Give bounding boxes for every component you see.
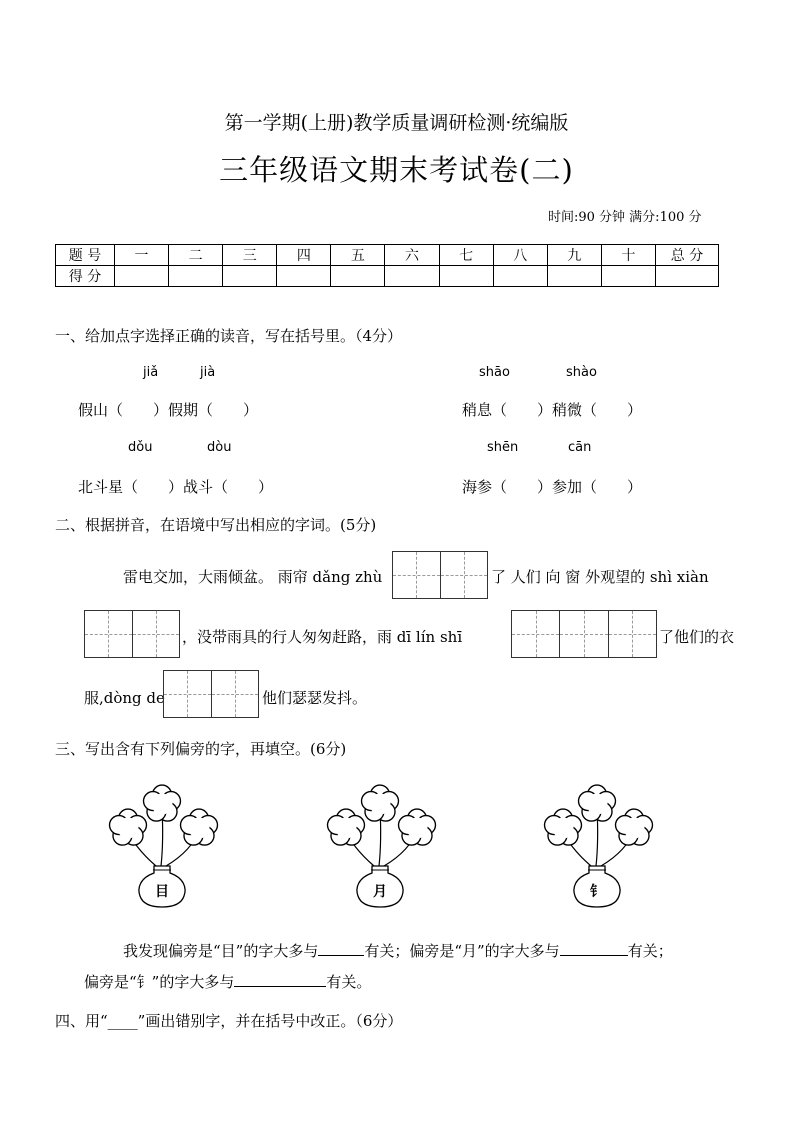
vase-mu — [110, 785, 218, 907]
q1-word-pair: 假山（ ）假期（ ） — [78, 401, 259, 419]
pinyin-label: jià — [200, 365, 216, 380]
table-cell: 七 — [439, 245, 493, 266]
vase-yue — [328, 785, 436, 907]
score-table-header-row — [56, 245, 719, 266]
q4-heading: 四、用“____”画出错别字，并在括号中改正。（6分） — [55, 1012, 403, 1030]
q2-text: ，没带雨具的行人匆匆赶路，雨 dī lín shī — [182, 628, 463, 646]
writing-grid[interactable] — [84, 610, 180, 658]
score-input-cell[interactable] — [601, 266, 655, 287]
score-input-cell[interactable] — [223, 266, 277, 287]
pinyin-label: shāo — [479, 365, 510, 380]
table-cell: 一 — [115, 245, 169, 266]
table-cell: 六 — [385, 245, 439, 266]
pinyin-label: cān — [568, 440, 592, 455]
answer-blank[interactable] — [560, 941, 628, 956]
q3-sentence-line1 — [123, 940, 673, 961]
q3-heading: 三、写出含有下列偏旁的字，再填空。(6分) — [55, 740, 347, 758]
score-input-cell[interactable] — [115, 266, 169, 287]
writing-grid[interactable] — [163, 670, 259, 718]
vase-label: 月 — [373, 884, 387, 900]
vase-jin — [545, 785, 653, 907]
table-cell: 总 分 — [656, 245, 719, 266]
table-cell: 十 — [601, 245, 655, 266]
time-info: 时间:90 分钟 满分:100 分 — [548, 210, 702, 225]
score-input-cell[interactable] — [331, 266, 385, 287]
exam-title: 三年级语文期末考试卷(二) — [219, 153, 574, 187]
q1-heading: 一、给加点字选择正确的读音，写在括号里。（4分） — [55, 327, 403, 345]
pinyin-label: shào — [566, 365, 597, 380]
table-cell: 五 — [331, 245, 385, 266]
q3-text: 有关； — [627, 942, 673, 960]
q2-text: 了 人们 向 窗 外观望的 shì xiàn — [491, 568, 709, 586]
table-cell: 得 分 — [56, 266, 115, 287]
pinyin-label: shēn — [487, 440, 519, 455]
exam-subtitle: 第一学期(上册)教学质量调研检测·统编版 — [224, 112, 569, 134]
score-table-score-row — [56, 266, 719, 287]
pinyin-label: jiǎ — [143, 365, 159, 380]
table-cell: 八 — [493, 245, 547, 266]
score-input-cell[interactable] — [547, 266, 601, 287]
score-input-cell[interactable] — [169, 266, 223, 287]
score-input-cell[interactable] — [439, 266, 493, 287]
table-cell: 三 — [223, 245, 277, 266]
table-cell: 二 — [169, 245, 223, 266]
score-input-cell[interactable] — [493, 266, 547, 287]
flower-vases-illustration — [86, 778, 726, 918]
pinyin-label: dòu — [207, 440, 232, 455]
q3-text: 偏旁是“钅”的字大多与 — [84, 973, 235, 991]
score-table — [55, 244, 719, 287]
q2-text: 了他们的衣 — [659, 628, 735, 646]
score-input-cell[interactable] — [656, 266, 719, 287]
answer-blank[interactable] — [318, 941, 364, 956]
writing-grid[interactable] — [511, 610, 657, 658]
q1-word-pair: 北斗星（ ）战斗（ ） — [78, 478, 274, 496]
q1-word-pair: 海参（ ）参加（ ） — [462, 478, 643, 496]
q2-text: 服,dòng de — [84, 689, 165, 707]
table-cell: 题 号 — [56, 245, 115, 266]
q2-text: 雷电交加，大雨倾盆。 雨帘 dǎng zhù — [123, 568, 383, 586]
q3-sentence-line2 — [84, 971, 371, 992]
table-cell: 九 — [547, 245, 601, 266]
answer-blank[interactable] — [234, 972, 326, 987]
vase-label: 钅 — [590, 884, 604, 900]
q3-text: 有关。 — [326, 973, 372, 991]
q2-heading: 二、根据拼音，在语境中写出相应的字词。(5分) — [55, 516, 377, 534]
score-input-cell[interactable] — [385, 266, 439, 287]
pinyin-label: dǒu — [128, 440, 153, 455]
q3-text: 我发现偏旁是“目”的字大多与 — [123, 942, 319, 960]
vase-label: 目 — [155, 884, 169, 900]
table-cell: 四 — [277, 245, 331, 266]
q1-word-pair: 稍息（ ）稍微（ ） — [462, 401, 643, 419]
writing-grid[interactable] — [392, 551, 488, 599]
q2-text: 他们瑟瑟发抖。 — [262, 689, 368, 707]
score-input-cell[interactable] — [277, 266, 331, 287]
q3-text: 有关；偏旁是“月”的字大多与 — [364, 942, 560, 960]
